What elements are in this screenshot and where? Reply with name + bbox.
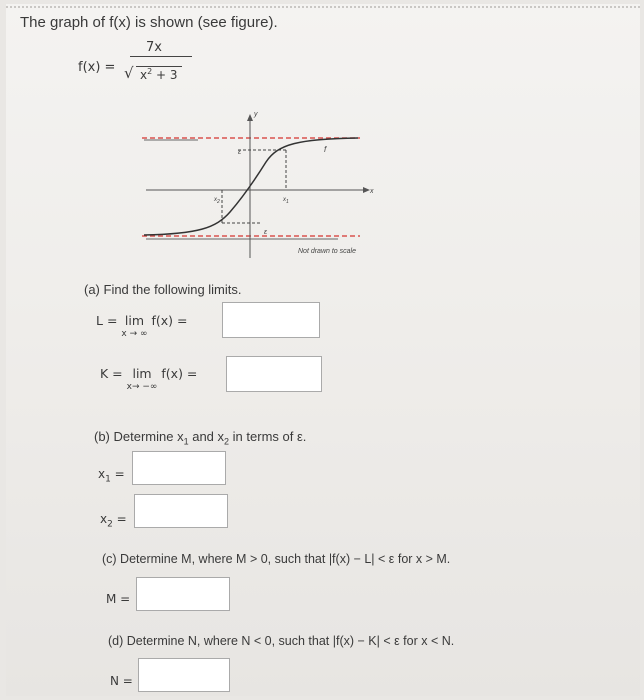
part-b-text-pre: (b) Determine x <box>94 429 184 444</box>
part-b-heading <box>94 429 306 447</box>
formula-lhs: f(x) = <box>78 60 116 75</box>
formula-numerator: 7x <box>146 40 162 55</box>
limit-L-fx: f(x) = <box>151 313 188 328</box>
homework-page <box>6 4 640 696</box>
x2-var: x <box>100 512 108 526</box>
part-a-heading: (a) Find the following limits. <box>84 282 242 297</box>
N-answer-input[interactable] <box>138 658 230 692</box>
x1-row-label <box>98 467 125 484</box>
M-answer-input[interactable] <box>136 577 230 611</box>
function-graph <box>138 100 378 270</box>
K-answer-input[interactable] <box>226 356 322 392</box>
x2-answer-input[interactable] <box>134 494 228 528</box>
limit-K-fx: f(x) = <box>161 366 198 381</box>
radicand-rest: + 3 <box>156 68 178 82</box>
part-c-heading: (c) Determine M, where M > 0, such that |f(x) − L| < ε for x > M. <box>102 552 451 566</box>
N-label: N = <box>110 674 133 688</box>
problem-title: The graph of f(x) is shown (see figure). <box>20 14 278 31</box>
limit-L-lim: lim <box>124 313 145 328</box>
limit-L-op <box>121 313 147 339</box>
y-axis-arrow <box>247 114 253 121</box>
sqrt-icon: √ <box>124 64 134 82</box>
x-axis-label: x <box>370 188 374 195</box>
x-axis-arrow <box>363 187 370 193</box>
top-divider <box>6 6 640 8</box>
M-label: M = <box>106 592 131 606</box>
radicand-base: x <box>140 68 148 82</box>
limit-K-lhs: K = <box>100 366 123 381</box>
L-answer-input[interactable] <box>222 302 320 338</box>
part-d-heading: (d) Determine N, where N < 0, such that |f(x) − K| < ε for x < N. <box>108 634 455 648</box>
radicand-exponent: 2 <box>147 67 153 76</box>
limit-K-sub: x→ −∞ <box>126 382 158 392</box>
x1-label: $x_1$ <box>283 197 289 205</box>
limit-L-lhs: L = <box>96 313 118 328</box>
x1-var: x <box>98 467 106 481</box>
scale-note: Not drawn to scale <box>298 248 356 255</box>
x1-answer-input[interactable] <box>132 451 226 485</box>
x2-label: $x_2$ <box>214 197 220 205</box>
curve-label: f <box>324 145 327 154</box>
fraction-bar <box>130 56 192 57</box>
part-b-text-post: in terms of ε. <box>232 429 307 444</box>
y-axis-label: y <box>254 111 258 118</box>
x1-sub: 1 <box>105 474 111 485</box>
limit-K-lim: lim <box>132 366 152 381</box>
x2-sub: 2 <box>107 519 113 530</box>
limit-L-sub: x → ∞ <box>121 329 148 339</box>
limit-L-row <box>96 313 187 339</box>
eps-bottom-label: ε <box>264 229 268 236</box>
limit-K-op <box>127 366 158 392</box>
x2-row-label <box>100 512 127 529</box>
part-b-text-mid: and x <box>192 429 225 444</box>
limit-K-row <box>100 366 197 392</box>
formula-denominator <box>140 67 178 82</box>
part-b-sub2: 2 <box>224 436 230 447</box>
x2-equals: = <box>116 512 127 526</box>
eps-top-label: ε <box>238 149 242 156</box>
x1-equals: = <box>114 467 125 481</box>
part-b-sub1: 1 <box>183 436 189 447</box>
